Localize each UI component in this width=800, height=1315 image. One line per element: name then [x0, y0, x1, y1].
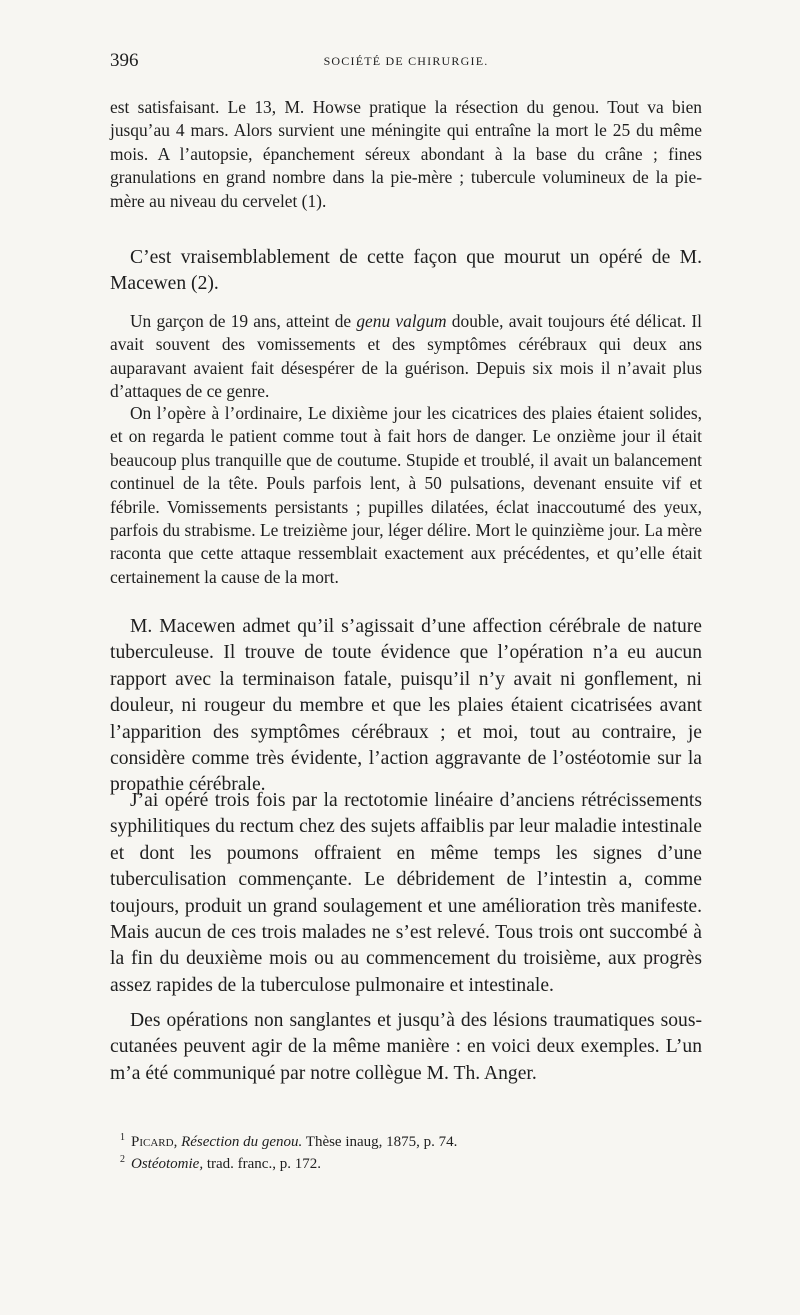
- footnote-author: Picard: [131, 1134, 174, 1150]
- macewen-opinion-paragraph: M. Macewen admet qu’il s’agissait d’une affection cérébrale de nature tuberculeuse. Il trouve de toute évidence que l’opération n’a eu aucun rapport avec la terminaison fatale, puisqu’il n’y avait ni gonflement, ni douleur, ni rougeur du membre et que les plaies étaient cicatrisées avant l’apparition des symptômes cérébraux ; et moi, tout au contraire, je considère comme très évidente, l’action aggravante de l’ostéotomie sur la propathie cérébrale.: [110, 616, 702, 796]
- footnote-title: Résection du genou.: [181, 1134, 303, 1150]
- running-head: SOCIÉTÉ DE CHIRURGIE.: [323, 54, 489, 68]
- macewen-intro-paragraph: C’est vraisemblablement de cette façon que mourut un opéré de M. Macewen (2).: [110, 247, 702, 295]
- page-header: [110, 50, 702, 72]
- case-history-paragraph: [110, 310, 702, 404]
- non-bloody-operations-paragraph: Des opérations non sanglantes et jusqu’à des lésions traumatiques sous-cutanées peuvent agir de la même manière : en voici deux exemples. L’un m’a été communiqué par notre collègue M. Th. Anger.: [110, 1010, 702, 1084]
- page-number: 396: [110, 50, 139, 71]
- case-paragraph-continued: est satisfaisant. Le 13, M. Howse pratique la résection du genou. Tout va bien jusqu’au 4 mars. Alors survient une méningite qui entraîne la mort le 25 du même mois. A l’autopsie, épanchement séreux abondant à la base du crâne ; fines granulations en grand nombre dans la pie-mère ; tubercule volumineux de la pie-mère au niveau du cervelet (1).: [110, 97, 702, 211]
- footnote-title: Ostéotomie,: [131, 1156, 204, 1172]
- footnote-mark: 2: [120, 1154, 125, 1165]
- footnote-rest: Thèse inaug, 1875, p. 74.: [302, 1134, 458, 1150]
- case-history-text-2: double, avait toujours été délicat. Il avait souvent des vomissements et des symptômes cérébraux qui deux ans auparavant avaient fait désespérer de la guérison. Depuis six mois il n’avait plus d’attaques de ce genre.: [110, 311, 702, 402]
- case-history-text-1: Un garçon de 19 ans, atteint de: [130, 311, 357, 331]
- footnote-2: [120, 1150, 321, 1174]
- case-history-italic: genu valgum: [356, 311, 447, 331]
- operation-paragraph: On l’opère à l’ordinaire, Le dixième jour les cicatrices des plaies étaient solides, et on regarda le patient comme tout à fait hors de danger. Le onzième jour il était beaucoup plus tranquille que de coutume. Stupide et troublé, il avait un balancement continuel de la tête. Pouls parfois lent, à 50 pulsations, devenant ensuite vif et fébrile. Vomissements persistants ; pupilles dilatées, éclat inaccoutumé des yeux, parfois du strabisme. Le treizième jour, léger délire. Mort le quinzième jour. La mère raconta que cette attaque ressemblait exactement aux précédentes, et qu’elle était certainement la cause de la mort.: [110, 403, 702, 587]
- footnote-1: $^1$ Picard, Résection du genou. Thèse inaug, 1875, p. 74.: [120, 1132, 458, 1150]
- rectotomy-paragraph: J’ai opéré trois fois par la rectotomie linéaire d’anciens rétrécissements syphilitiques du rectum chez des sujets affaiblis par leur maladie intestinale et dont les poumons offraient en même temps les signes d’une tuberculisation commençante. Le débridement de l’intestin a, comme toujours, produit un grand soulagement et une amélioration très manifeste. Mais aucun de ces trois malades ne s’est relevé. Tous trois ont succombé à la fin du deuxième mois ou au commencement du troisième, aux progrès assez rapides de la tuberculose pulmonaire et intestinale.: [110, 790, 702, 996]
- footnote-rest: trad. franc., p. 172.: [203, 1156, 321, 1172]
- footnote-mark: 1: [120, 1132, 125, 1143]
